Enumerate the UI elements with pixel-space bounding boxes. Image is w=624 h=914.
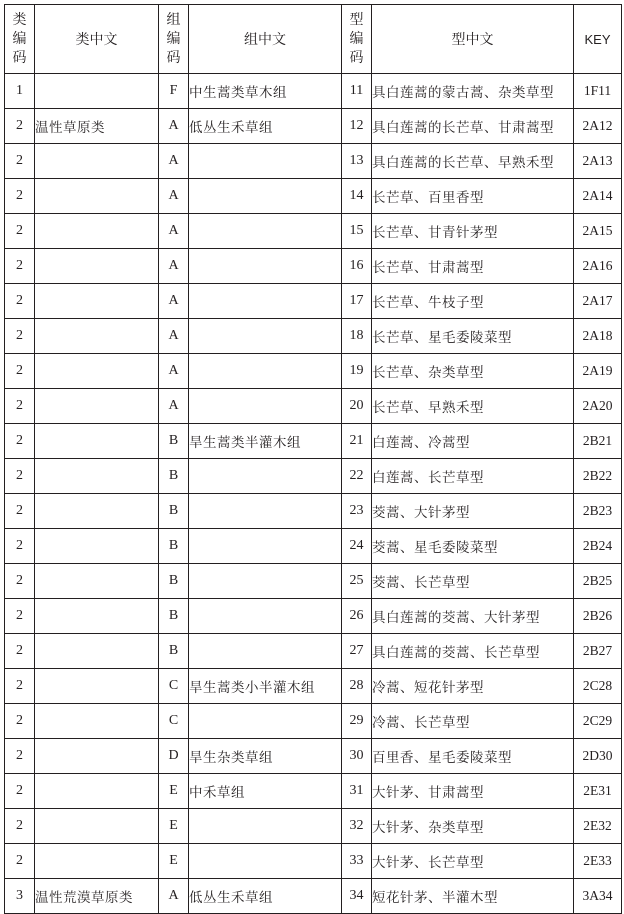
class-code-cell: 2 [5,844,35,879]
table-row [5,564,622,599]
table-row [5,144,622,179]
key-cell: 2B27 [574,634,622,669]
header-type-code-char: 型 [349,11,364,28]
type-code-cell: 25 [342,564,372,599]
table-row [5,424,622,459]
class-code-cell: 2 [5,529,35,564]
group-name-cell: 低丛生禾草组 [189,109,342,144]
class-name-cell [35,844,159,879]
group-name-cell [189,179,342,214]
table-row [5,109,622,144]
key-cell: 2E31 [574,774,622,809]
group-name-cell [189,284,342,319]
group-name-cell [189,704,342,739]
key-cell: 2A19 [574,354,622,389]
class-name-cell [35,144,159,179]
class-name-cell [35,179,159,214]
group-code-cell: B [159,494,189,529]
class-code-cell: 2 [5,179,35,214]
class-name-cell: 温性荒漠草原类 [35,879,159,914]
class-code-cell: 2 [5,494,35,529]
class-code-cell: 2 [5,389,35,424]
group-code-cell: D [159,739,189,774]
type-name-cell: 长芒草、星毛委陵菜型 [372,319,574,354]
class-name-cell [35,354,159,389]
table-row [5,74,622,109]
class-code-cell: 2 [5,704,35,739]
header-type-code [342,5,372,74]
key-cell: 2A15 [574,214,622,249]
type-code-cell: 22 [342,459,372,494]
type-name-cell: 大针茅、长芒草型 [372,844,574,879]
header-group-code [159,5,189,74]
type-code-cell: 30 [342,739,372,774]
table-row [5,529,622,564]
group-code-cell: C [159,669,189,704]
type-name-cell: 具白莲蒿的长芒草、甘肃蒿型 [372,109,574,144]
header-type-code-char: 编 [349,30,364,47]
table-row [5,879,622,914]
group-code-cell: B [159,599,189,634]
group-name-cell [189,214,342,249]
class-code-cell: 2 [5,774,35,809]
group-name-cell [189,634,342,669]
group-code-cell: A [159,319,189,354]
group-code-cell: C [159,704,189,739]
type-name-cell: 长芒草、甘肃蒿型 [372,249,574,284]
group-code-cell: A [159,214,189,249]
type-name-cell: 白莲蒿、冷蒿型 [372,424,574,459]
key-cell: 2A20 [574,389,622,424]
header-class-code-char: 码 [12,49,27,66]
class-name-cell [35,529,159,564]
type-code-cell: 17 [342,284,372,319]
class-name-cell [35,74,159,109]
key-cell: 3A34 [574,879,622,914]
table-row [5,179,622,214]
group-name-cell [189,564,342,599]
group-name-cell [189,529,342,564]
table-row [5,599,622,634]
key-cell: 2A17 [574,284,622,319]
key-cell: 2B26 [574,599,622,634]
table-row [5,319,622,354]
group-code-cell: A [159,179,189,214]
group-code-cell: A [159,144,189,179]
type-code-cell: 20 [342,389,372,424]
group-code-cell: B [159,529,189,564]
table-row [5,389,622,424]
class-name-cell [35,459,159,494]
type-name-cell: 长芒草、甘青针茅型 [372,214,574,249]
table-row [5,739,622,774]
header-type-name: 型中文 [372,5,574,74]
key-cell: 2D30 [574,739,622,774]
table-header [5,5,622,74]
type-code-cell: 26 [342,599,372,634]
header-class-name: 类中文 [35,5,159,74]
class-name-cell [35,389,159,424]
type-name-cell: 大针茅、杂类草型 [372,809,574,844]
group-name-cell: 低丛生禾草组 [189,879,342,914]
group-name-cell: 旱生蒿类小半灌木组 [189,669,342,704]
group-name-cell [189,599,342,634]
class-code-cell: 2 [5,354,35,389]
type-name-cell: 长芒草、百里香型 [372,179,574,214]
group-code-cell: B [159,424,189,459]
type-code-cell: 31 [342,774,372,809]
class-code-cell: 2 [5,739,35,774]
table-row [5,774,622,809]
key-cell: 2B23 [574,494,622,529]
group-name-cell [189,354,342,389]
type-code-cell: 19 [342,354,372,389]
class-code-cell: 2 [5,459,35,494]
class-code-cell: 2 [5,284,35,319]
type-code-cell: 12 [342,109,372,144]
group-code-cell: A [159,354,189,389]
group-name-cell: 旱生蒿类半灌木组 [189,424,342,459]
group-code-cell: B [159,634,189,669]
class-code-cell: 2 [5,564,35,599]
class-name-cell [35,284,159,319]
group-code-cell: E [159,809,189,844]
type-code-cell: 18 [342,319,372,354]
class-code-cell: 2 [5,809,35,844]
class-code-cell: 2 [5,109,35,144]
type-name-cell: 长芒草、早熟禾型 [372,389,574,424]
class-name-cell [35,214,159,249]
type-name-cell: 具白莲蒿的茭蒿、大针茅型 [372,599,574,634]
key-cell: 2B22 [574,459,622,494]
type-name-cell: 茭蒿、星毛委陵菜型 [372,529,574,564]
class-name-cell [35,599,159,634]
type-name-cell: 百里香、星毛委陵菜型 [372,739,574,774]
group-name-cell [189,249,342,284]
key-cell: 2B21 [574,424,622,459]
key-cell: 2E32 [574,809,622,844]
key-cell: 2A14 [574,179,622,214]
class-code-cell: 2 [5,669,35,704]
header-row [5,5,622,74]
type-name-cell: 冷蒿、短花针茅型 [372,669,574,704]
header-class-code-char: 类 [12,11,27,28]
group-code-cell: A [159,109,189,144]
table-row [5,249,622,284]
table-body [5,74,622,914]
type-code-cell: 34 [342,879,372,914]
header-class-code [5,5,35,74]
key-cell: 2A12 [574,109,622,144]
class-name-cell [35,424,159,459]
key-cell: 2B24 [574,529,622,564]
group-name-cell [189,844,342,879]
class-name-cell [35,319,159,354]
type-name-cell: 短花针茅、半灌木型 [372,879,574,914]
class-name-cell [35,669,159,704]
type-code-cell: 13 [342,144,372,179]
group-name-cell: 中禾草组 [189,774,342,809]
type-code-cell: 32 [342,809,372,844]
table-row [5,669,622,704]
header-group-name: 组中文 [189,5,342,74]
table-row [5,494,622,529]
table-row [5,844,622,879]
type-name-cell: 长芒草、杂类草型 [372,354,574,389]
group-code-cell: A [159,284,189,319]
type-name-cell: 大针茅、甘肃蒿型 [372,774,574,809]
type-name-cell: 白莲蒿、长芒草型 [372,459,574,494]
type-code-cell: 14 [342,179,372,214]
type-code-cell: 24 [342,529,372,564]
group-name-cell: 中生蒿类草木组 [189,74,342,109]
group-code-cell: A [159,389,189,424]
type-code-cell: 11 [342,74,372,109]
type-code-cell: 15 [342,214,372,249]
group-code-cell: E [159,844,189,879]
class-name-cell [35,634,159,669]
type-code-cell: 29 [342,704,372,739]
group-name-cell [189,319,342,354]
group-code-cell: A [159,249,189,284]
class-name-cell [35,809,159,844]
header-group-code-char: 编 [166,30,181,47]
type-code-cell: 33 [342,844,372,879]
table-row [5,214,622,249]
type-name-cell: 具白莲蒿的长芒草、早熟禾型 [372,144,574,179]
key-cell: 2A16 [574,249,622,284]
group-code-cell: B [159,564,189,599]
class-code-cell: 2 [5,634,35,669]
header-group-code-char: 组 [166,11,181,28]
class-code-cell: 2 [5,249,35,284]
table-row [5,284,622,319]
header-type-code-char: 码 [349,49,364,66]
class-name-cell [35,494,159,529]
type-code-cell: 21 [342,424,372,459]
class-name-cell [35,774,159,809]
key-cell: 2C28 [574,669,622,704]
grassland-classification-table [4,4,622,914]
class-code-cell: 2 [5,319,35,354]
table-row [5,634,622,669]
header-key: KEY [574,5,622,74]
key-cell: 2C29 [574,704,622,739]
class-name-cell [35,704,159,739]
type-name-cell: 冷蒿、长芒草型 [372,704,574,739]
class-name-cell [35,564,159,599]
type-code-cell: 28 [342,669,372,704]
type-code-cell: 23 [342,494,372,529]
group-code-cell: F [159,74,189,109]
type-code-cell: 16 [342,249,372,284]
table-row [5,704,622,739]
group-code-cell: A [159,879,189,914]
key-cell: 2B25 [574,564,622,599]
class-code-cell: 2 [5,144,35,179]
header-class-code-char: 编 [12,30,27,47]
type-name-cell: 长芒草、牛枝子型 [372,284,574,319]
group-name-cell [189,809,342,844]
key-cell: 2A13 [574,144,622,179]
table-row [5,459,622,494]
table-row [5,809,622,844]
group-name-cell [189,459,342,494]
type-code-cell: 27 [342,634,372,669]
group-name-cell: 旱生杂类草组 [189,739,342,774]
class-code-cell: 2 [5,214,35,249]
class-code-cell: 3 [5,879,35,914]
group-name-cell [189,389,342,424]
type-name-cell: 茭蒿、大针茅型 [372,494,574,529]
group-name-cell [189,144,342,179]
class-code-cell: 1 [5,74,35,109]
class-name-cell [35,249,159,284]
group-code-cell: B [159,459,189,494]
class-name-cell: 温性草原类 [35,109,159,144]
header-group-code-char: 码 [166,49,181,66]
type-name-cell: 具白莲蒿的茭蒿、长芒草型 [372,634,574,669]
type-name-cell: 茭蒿、长芒草型 [372,564,574,599]
type-name-cell: 具白莲蒿的蒙古蒿、杂类草型 [372,74,574,109]
class-code-cell: 2 [5,599,35,634]
class-name-cell [35,739,159,774]
key-cell: 2A18 [574,319,622,354]
key-cell: 1F11 [574,74,622,109]
table-row [5,354,622,389]
class-code-cell: 2 [5,424,35,459]
group-name-cell [189,494,342,529]
key-cell: 2E33 [574,844,622,879]
group-code-cell: E [159,774,189,809]
